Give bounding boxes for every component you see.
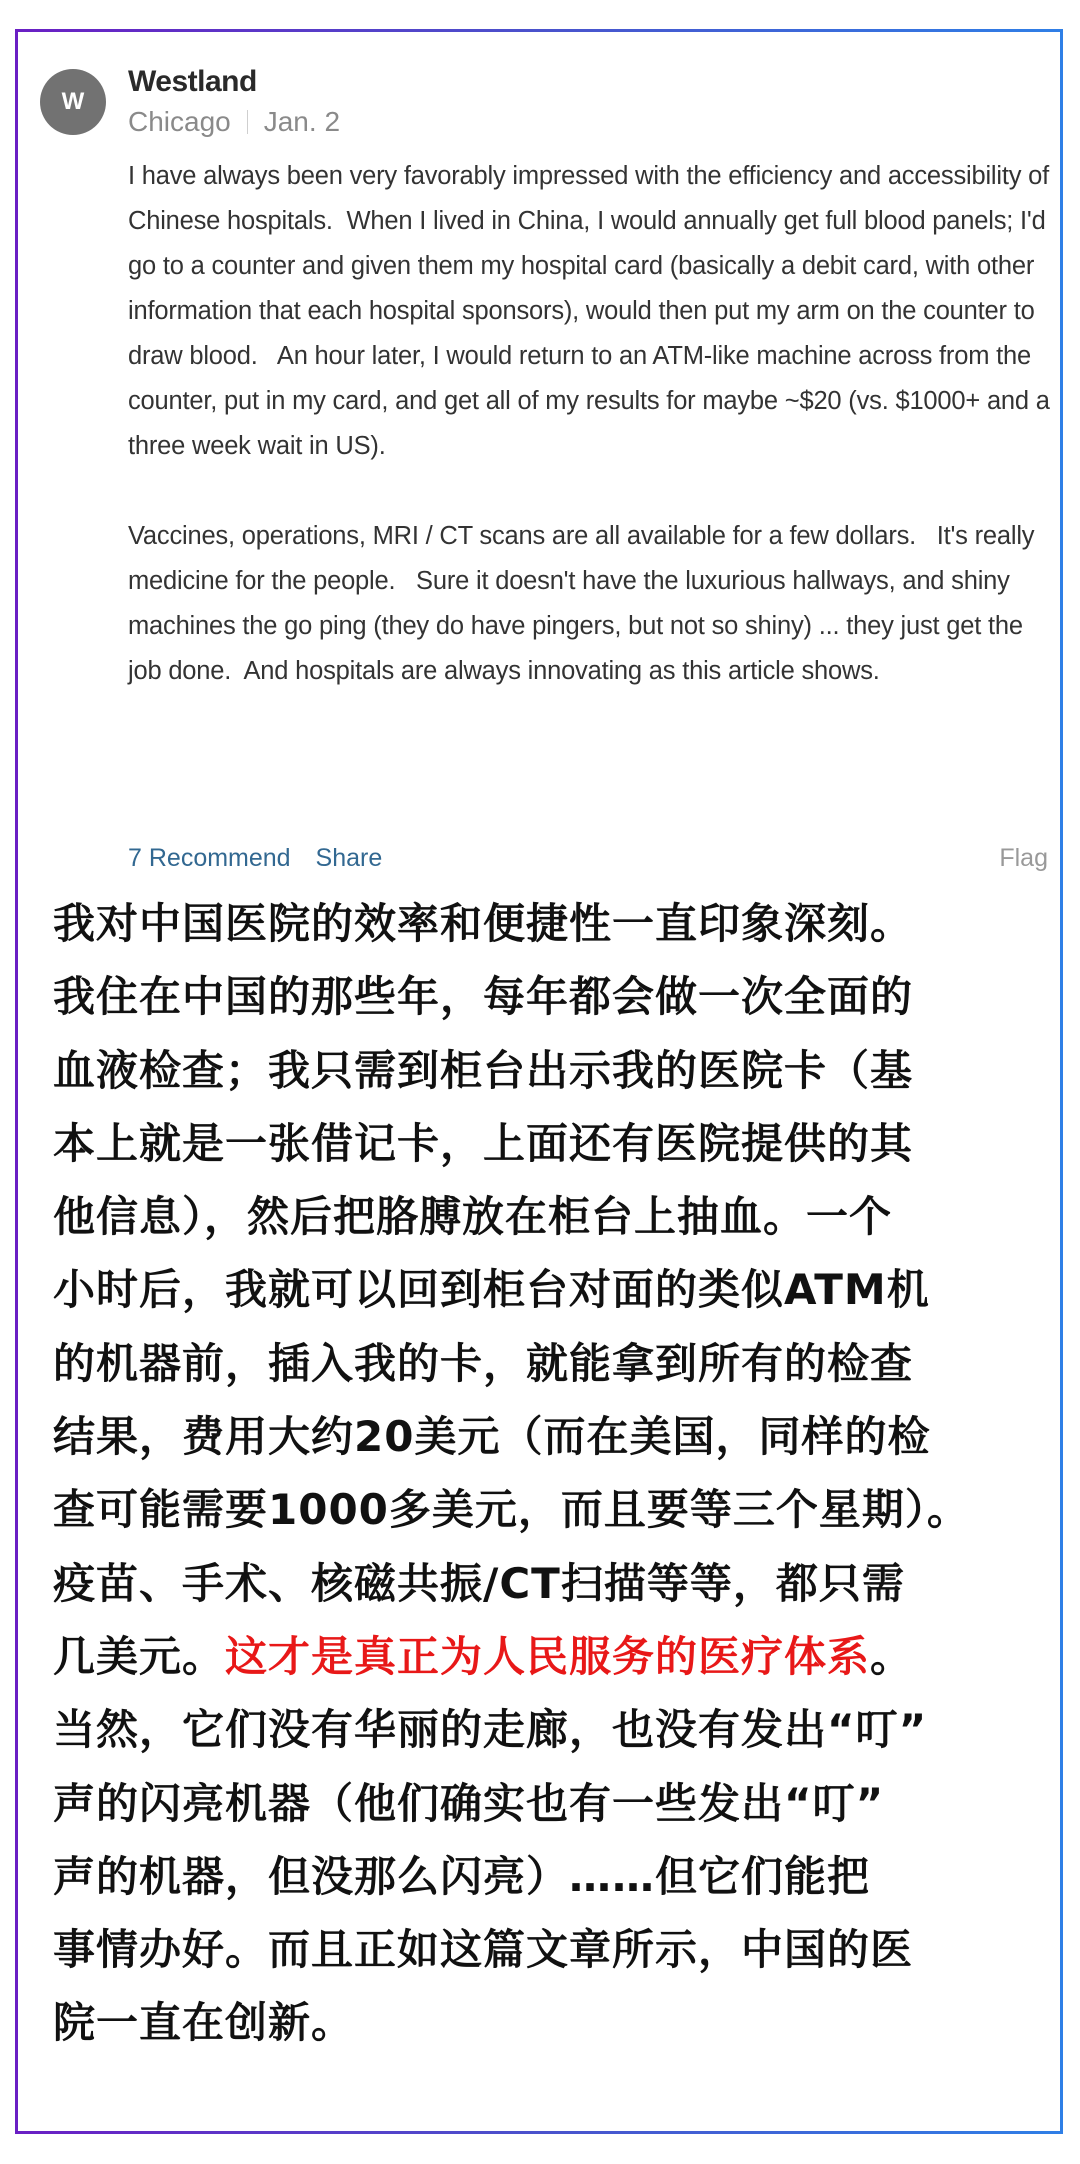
translation-text: 查可能需要1000多美元，而且要等三个星期）。 <box>53 1485 970 1535</box>
translation-line <box>53 887 1023 960</box>
author-location: Chicago <box>128 106 231 137</box>
comment-paragraph-1: I have always been very favorably impressed with the efficiency and accessibility of Chinese hospitals. When I lived in China, I would annually get full blood panels; I'd go to a counter and given them my hospital card (basically a debit card, with other information that each hospital sponsors), would then put my arm on the counter to draw blood. An hour later, I would return to an ATM-like machine across from the counter, put in my card, and get all of my results for maybe ~$20 (vs. $1000+ and a three week wait in US). <box>128 162 1057 460</box>
translation-text: 本上就是一张借记卡，上面还有医院提供的其 <box>53 1118 914 1168</box>
translation-text: 小时后，我就可以回到柜台对面的类似ATM机 <box>53 1265 930 1315</box>
translation-line <box>53 1473 1023 1546</box>
translation-line <box>53 1986 1023 2059</box>
translation-text: 几美元。 <box>53 1631 226 1681</box>
translation-text: 我住在中国的那些年，每年都会做一次全面的 <box>53 972 914 1022</box>
translation-text: 声的闪亮机器（他们确实也有一些发出“叮” <box>53 1778 885 1828</box>
comment-header <box>128 62 340 142</box>
translation-text: 结果，费用大约20美元（而在美国，同样的检 <box>53 1412 931 1462</box>
author-name[interactable]: Westland <box>128 65 257 98</box>
translation-line <box>53 1107 1023 1180</box>
recommend-button[interactable] <box>128 844 291 872</box>
translation-text: 他信息），然后把胳膊放在柜台上抽血。一个 <box>53 1192 893 1242</box>
translation-text: 的机器前，插入我的卡，就能拿到所有的检查 <box>53 1338 914 1388</box>
translation-line <box>53 1327 1023 1400</box>
comment-meta <box>128 102 340 142</box>
translation-text: 。 <box>870 1631 914 1681</box>
translation-text: 血液检查；我只需到柜台出示我的医院卡（基 <box>53 1045 914 1095</box>
translation-text: 事情办好。而且正如这篇文章所示，中国的医 <box>53 1925 914 1975</box>
comment-paragraph-2: Vaccines, operations, MRI / CT scans are all available for a few dollars. It's really medicine for the people. Sure it doesn't have the luxurious hallways, and shiny machines the go ping (they do have pingers, but not so shiny) ... they just get the job done. And hospitals are always innovating as this article shows. <box>128 522 1042 685</box>
meta-divider <box>247 110 248 134</box>
translation-line <box>53 1547 1023 1620</box>
comment-actions <box>128 838 1048 878</box>
translation-line <box>53 1767 1023 1840</box>
recommend-label: Recommend <box>148 844 291 872</box>
translation-line <box>53 1840 1023 1913</box>
translation-text: 当然，它们没有华丽的走廊，也没有发出“叮” <box>53 1705 928 1755</box>
share-button[interactable]: Share <box>315 844 383 872</box>
translation-line <box>53 1620 1023 1693</box>
translation-line <box>53 1400 1023 1473</box>
chinese-translation <box>53 887 1023 2060</box>
translation-text: 疫苗、手术、核磁共振/CT扫描等等，都只需 <box>53 1558 905 1608</box>
avatar-initial: W <box>61 88 85 115</box>
translation-line <box>53 960 1023 1033</box>
avatar[interactable] <box>40 69 106 135</box>
highlighted-text: 这才是真正为人民服务的医疗体系 <box>225 1631 871 1681</box>
translation-line <box>53 1253 1023 1326</box>
translation-line <box>53 1180 1023 1253</box>
flag-button[interactable]: Flag <box>999 844 1048 872</box>
translation-line <box>53 1913 1023 1986</box>
translation-text: 我对中国医院的效率和便捷性一直印象深刻。 <box>53 899 914 948</box>
translation-text: 声的机器，但没那么闪亮）……但它们能把 <box>53 1851 871 1901</box>
comment-body <box>128 154 1058 694</box>
translation-text: 院一直在创新。 <box>53 1998 355 2048</box>
comment-date: Jan. 2 <box>263 106 341 137</box>
translation-line <box>53 1693 1023 1766</box>
recommend-count: 7 <box>128 844 142 872</box>
translation-line <box>53 1034 1023 1107</box>
